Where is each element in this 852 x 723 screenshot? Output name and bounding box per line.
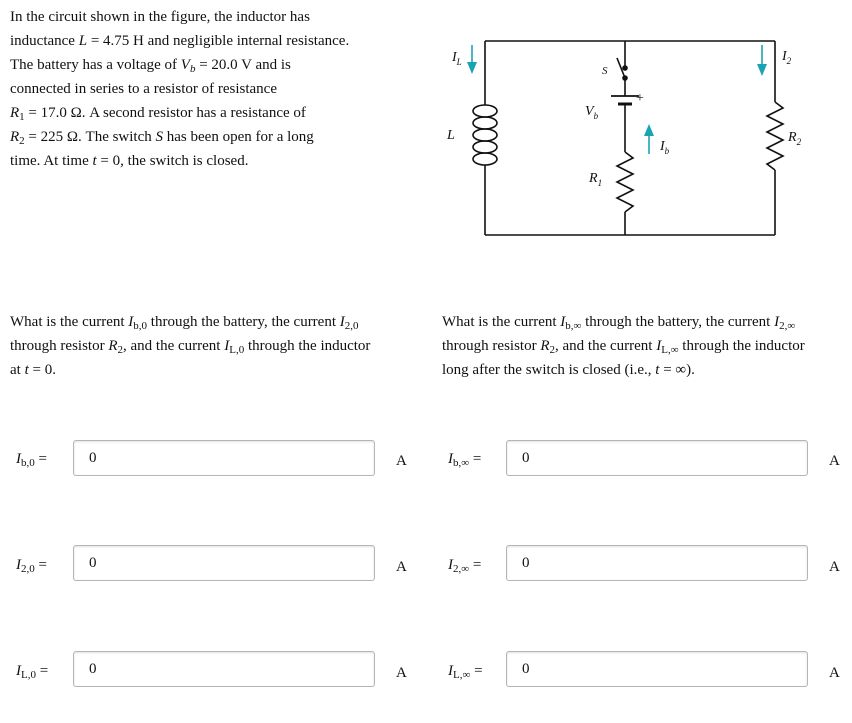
label-r2: $R_2$ [788,130,802,147]
unit-i2inf: A [829,559,840,575]
unit-ib0: A [396,453,407,469]
r2-resistor [767,102,783,170]
label-il: $I_L$ [452,50,462,67]
arrow-ib-icon [644,124,654,154]
ib0-input[interactable] [73,440,375,476]
unit-ibinf: A [829,453,840,469]
label-i2inf: $I_{2,\infty}$ = [448,557,482,575]
label-vb: $V_b$ [585,104,599,121]
switch-contact [622,65,628,71]
unit-il0: A [396,665,407,681]
label-ilinf: $I_{L,\infty}$ = [448,663,483,681]
label-r1: $R_1$ [589,171,603,188]
circuit-diagram [430,30,840,245]
switch-pivot [622,75,628,81]
label-i2: $I_2$ [782,49,792,66]
question-tinf: What is the current $I_{b,\infty}$ through the battery, the current $I_{2,\infty}$ through resistor $R_2$, and the current $I_{L,\infty}$ through the inductor long after the switch is closed (i.e., t = ∞). [442,314,805,378]
arrow-i2-icon [757,45,767,76]
label-ibinf: $I_{b,\infty}$ = [448,451,482,469]
ilinf-input[interactable] [506,651,808,687]
unit-i20: A [396,559,407,575]
label-s: S [602,65,608,77]
label-il0: $I_{L,0}$ = [16,663,49,681]
i2inf-input[interactable] [506,545,808,581]
label-plus: + [636,91,644,106]
arrow-il-icon [467,45,477,74]
inductor-coil [473,105,497,165]
label-ib: $I_b$ [660,139,670,156]
label-i20: $I_{2,0}$ = [16,557,47,575]
il0-input[interactable] [73,651,375,687]
label-l: L [447,128,455,143]
unit-ilinf: A [829,665,840,681]
r1-resistor [617,152,633,212]
problem-intro: In the circuit shown in the figure, the inductor has inductance L = 4.75 H and negligible internal resistance. The battery has a voltage of $V_b = 20.0$ V and is connected in series to a resistor of resistance $R_1 = 17.0$ Ω. A second resistor has a resistance of $R_2 = 225$ Ω. The switch S has been open for a long time. At time t = 0, the switch is closed. [10,9,350,169]
question-t0: What is the current $I_{b,0}$ through the battery, the current $I_{2,0}$ through resistor $R_2$, and the current $I_{L,0}$ through the inductor at t = 0. [10,314,371,378]
ibinf-input[interactable] [506,440,808,476]
label-ib0: $I_{b,0}$ = [16,451,47,469]
i20-input[interactable] [73,545,375,581]
